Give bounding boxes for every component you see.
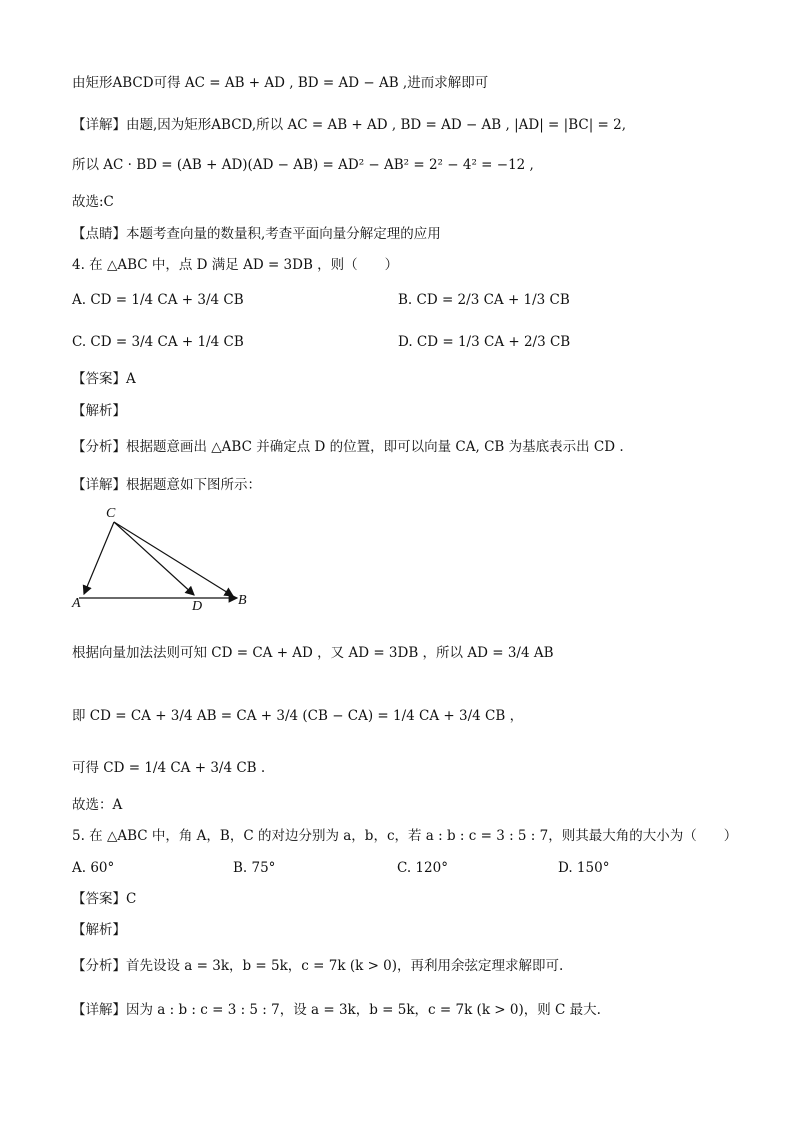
text-line: 【详解】因为 a : b : c = 3 : 5 : 7，设 a = 3k，b = 5k，c = 7k (k > 0)，则 C 最大. <box>72 1002 601 1018</box>
q4-option-b: B. CD = 2/3 CA + 1/3 CB <box>398 292 570 308</box>
text-line: 【分析】根据题意画出 △ABC 并确定点 D 的位置，即可以向量 CA, CB 为基底表示出 CD . <box>72 439 624 455</box>
q5-option-a: A. 60° <box>72 860 115 876</box>
q4-option-a: A. CD = 1/4 CA + 3/4 CB <box>72 292 244 308</box>
text-line: 由矩形ABCD可得 AC = AB + AD , BD = AD − AB ,进而求解即可 <box>72 75 489 91</box>
triangle-figure <box>70 500 270 618</box>
vector-cd-arrow <box>114 522 194 595</box>
text-line: 可得 CD = 1/4 CA + 3/4 CB . <box>72 760 266 776</box>
analysis-label: 【解析】 <box>72 403 126 419</box>
question-5-stem: 5. 在 △ABC 中，角 A，B，C 的对边分别为 a，b，c，若 a : b : c = 3 : 5 : 7，则其最大角的大小为（ ） <box>72 828 738 844</box>
q4-option-c: C. CD = 3/4 CA + 1/4 CB <box>72 334 244 350</box>
analysis-label: 【解析】 <box>72 922 126 938</box>
text-line: 【详解】由题,因为矩形ABCD,所以 AC = AB + AD , BD = AD − AB , |AD| = |BC| = 2, <box>72 117 627 133</box>
text-line: 【分析】首先设设 a = 3k，b = 5k，c = 7k (k > 0)，再利用余弦定理求解即可. <box>72 958 564 974</box>
point-b-label: B <box>238 593 247 608</box>
vector-cb-arrow <box>114 522 233 596</box>
text-line: 根据向量加法法则可知 CD = CA + AD ，又 AD = 3DB ，所以 AD = 3/4 AB <box>72 645 554 661</box>
q5-option-d: D. 150° <box>558 860 610 876</box>
text-line: 故选：A <box>72 797 123 813</box>
text-line: 所以 AC · BD = (AB + AD)(AD − AB) = AD² − AB² = 2² − 4² = −12 , <box>72 157 534 173</box>
vector-ca-arrow <box>84 522 114 594</box>
question-4-stem: 4. 在 △ABC 中，点 D 满足 AD = 3DB ，则（ ） <box>72 257 399 273</box>
q5-option-c: C. 120° <box>397 860 448 876</box>
answer-label: 【答案】C <box>72 891 137 907</box>
answer-label: 【答案】A <box>72 371 136 387</box>
q4-option-d: D. CD = 1/3 CA + 2/3 CB <box>398 334 571 350</box>
text-line: 即 CD = CA + 3/4 AB = CA + 3/4 (CB − CA) = 1/4 CA + 3/4 CB ， <box>72 708 524 724</box>
point-d-label: D <box>192 599 203 614</box>
point-c-label: C <box>106 506 116 521</box>
text-line: 【点睛】本题考查向量的数量积,考查平面向量分解定理的应用 <box>72 226 441 242</box>
point-a-label: A <box>72 596 81 611</box>
text-line: 【详解】根据题意如下图所示： <box>72 477 261 493</box>
text-line: 故选:C <box>72 194 114 210</box>
q5-option-b: B. 75° <box>233 860 276 876</box>
